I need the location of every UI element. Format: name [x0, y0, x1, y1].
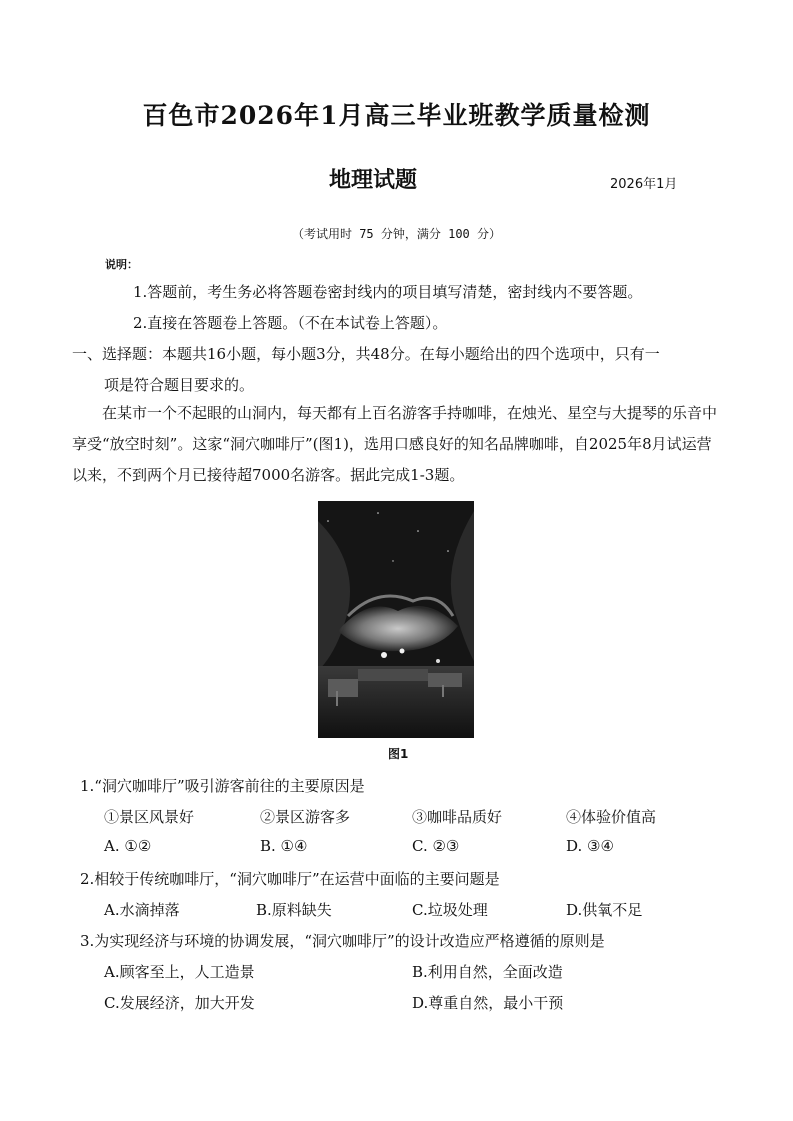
question-3-option-a: A.顾客至上，人工造景 — [104, 963, 255, 981]
question-2-option-a: A.水滴掉落 — [104, 901, 180, 919]
note-item-1: 1.答题前，考生务必将答题卷密封线内的项目填写清楚，密封线内不要答题。 — [133, 283, 643, 301]
figure-caption: 图1 — [388, 747, 409, 761]
question-3-stem: 3.为实现经济与环境的协调发展，“洞穴咖啡厅”的设计改造应严格遵循的原则是 — [80, 932, 605, 950]
note-item-2: 2.直接在答题卷上答题。（不在本试卷上答题）。 — [133, 314, 448, 332]
notes-heading: 说明： — [105, 258, 138, 271]
question-1-statement-2: ②景区游客多 — [260, 808, 351, 826]
question-1-option-b: B. ①④ — [260, 837, 308, 855]
question-2-option-d: D.供氧不足 — [566, 901, 643, 919]
question-2-option-c: C.垃圾处理 — [412, 901, 488, 919]
question-3-option-d: D.尊重自然，最小干预 — [412, 994, 564, 1012]
exam-title: 百色市2026年1月高三毕业班教学质量检测 — [142, 101, 651, 130]
subject-title: 地理试题 — [329, 167, 418, 193]
question-1-statement-4: ④体验价值高 — [566, 808, 657, 826]
question-1-stem: 1.“洞穴咖啡厅”吸引游客前往的主要原因是 — [80, 777, 365, 795]
exam-date: 2026年1月 — [610, 177, 678, 192]
time-limit: （考试用时 75 分钟，满分 100 分） — [291, 227, 502, 241]
question-1-statement-3: ③咖啡品质好 — [412, 808, 503, 826]
question-3-option-c: C.发展经济，加大开发 — [104, 994, 255, 1012]
question-1-statement-1: ①景区风景好 — [104, 808, 195, 826]
passage-text: 在某市一个不起眼的山洞内，每天都有上百名游客手持咖啡，在烛光、星空与大提琴的乐音中享受“放空时刻”。这家“洞穴咖啡厅”(图1)，选用口感良好的知名品牌咖啡，自2025年8月试运营以来，不到两个月已接待超7000名游客。据此完成1-3题。 — [72, 404, 718, 484]
section-title-line1: 一、选择题：本题共16小题，每小题3分，共48分。在每小题给出的四个选项中，只有一 — [72, 345, 660, 363]
question-1-option-a: A. ①② — [104, 837, 152, 855]
cave-cafe-photo — [318, 501, 474, 738]
question-2-stem: 2.相较于传统咖啡厅，“洞穴咖啡厅”在运营中面临的主要问题是 — [80, 870, 500, 888]
question-2-option-b: B.原料缺失 — [256, 901, 332, 919]
section-title-line2: 项是符合题目要求的。 — [104, 376, 255, 394]
question-1-option-d: D. ③④ — [566, 837, 614, 855]
question-3-option-b: B.利用自然，全面改造 — [412, 963, 563, 981]
question-1-option-c: C. ②③ — [412, 837, 460, 855]
